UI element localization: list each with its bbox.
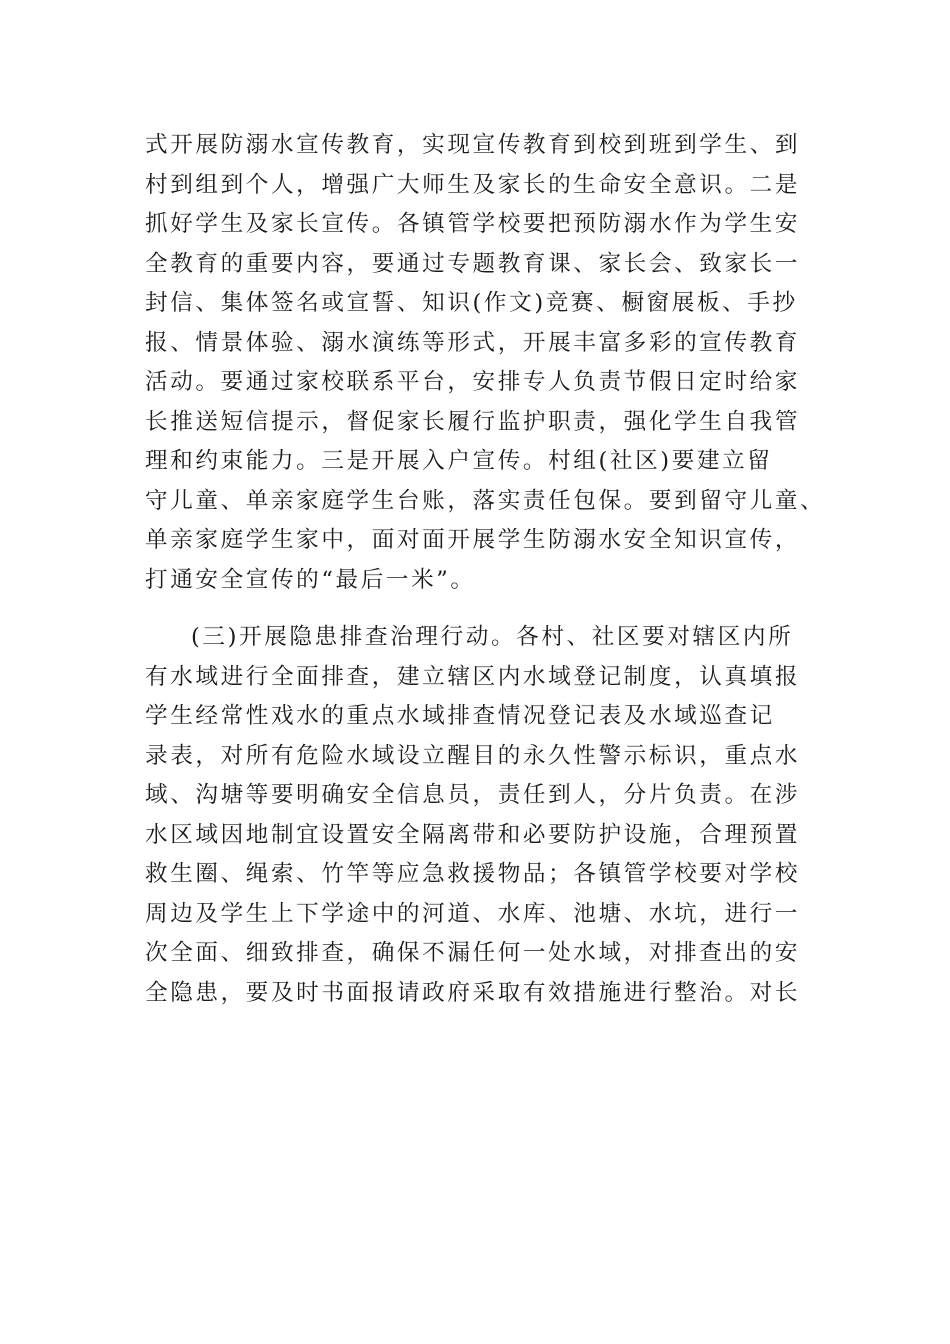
- text-line: 报、情景体验、溺水演练等形式，开展丰富多彩的宣传教育: [145, 329, 801, 356]
- text-line: 理和约束能力。三是开展入户宣传。村组(社区)要建立留: [145, 448, 773, 474]
- text-line: 村到组到个人，增强广大师生及家长的生命安全意识。二是: [145, 171, 801, 198]
- paragraph-1: [145, 126, 826, 600]
- text-line: 次全面、细致排查，确保不漏任何一处水域，对排查出的安: [145, 940, 801, 966]
- text-line: 周边及学生上下学途中的河道、水库、池塘、水坑，进行一: [145, 900, 801, 927]
- text-line: 长推送短信提示，督促家长履行监护职责，强化学生自我管: [145, 408, 801, 435]
- text-line: (三)开展隐患排查治理行动。各村、社区要对辖区内所: [191, 624, 794, 650]
- text-line: 学生经常性戏水的重点水域排查情况登记表及水域巡查记: [145, 703, 775, 729]
- text-line: 封信、集体签名或宣誓、知识(作文)竞赛、橱窗展板、手抄: [145, 290, 798, 316]
- text-line: 抓好学生及家长宣传。各镇管学校要把预防溺水作为学生安: [145, 211, 801, 237]
- text-line: 录表，对所有危险水域设立醒目的永久性警示标识，重点水: [145, 742, 801, 769]
- text-line: 守儿童、单亲家庭学生台账，落实责任包保。要到留守儿童、: [145, 487, 826, 514]
- paragraph-2: [145, 618, 810, 1013]
- text-line: 全隐患，要及时书面报请政府采取有效措施进行整治。对长: [145, 979, 801, 1006]
- text-line: 打通安全宣传的“最后一米”。: [145, 566, 476, 593]
- text-line: 救生圈、绳索、竹竿等应急救援物品；各镇管学校要对学校: [145, 861, 801, 887]
- text-line: 式开展防溺水宣传教育，实现宣传教育到校到班到学生、到: [145, 132, 801, 158]
- text-line: 单亲家庭学生家中，面对面开展学生防溺水安全知识宣传，: [145, 527, 801, 553]
- text-line: 域、沟塘等要明确安全信息员，责任到人，分片负责。在涉: [145, 782, 801, 808]
- text-line: 活动。要通过家校联系平台，安排专人负责节假日定时给家: [145, 369, 801, 395]
- text-line: 全教育的重要内容，要通过专题教育课、家长会、致家长一: [145, 250, 801, 277]
- text-line: 水区域因地制宜设置安全隔离带和必要防护设施，合理预置: [145, 821, 801, 848]
- text-line: 有水域进行全面排查，建立辖区内水域登记制度，认真填报: [145, 663, 801, 690]
